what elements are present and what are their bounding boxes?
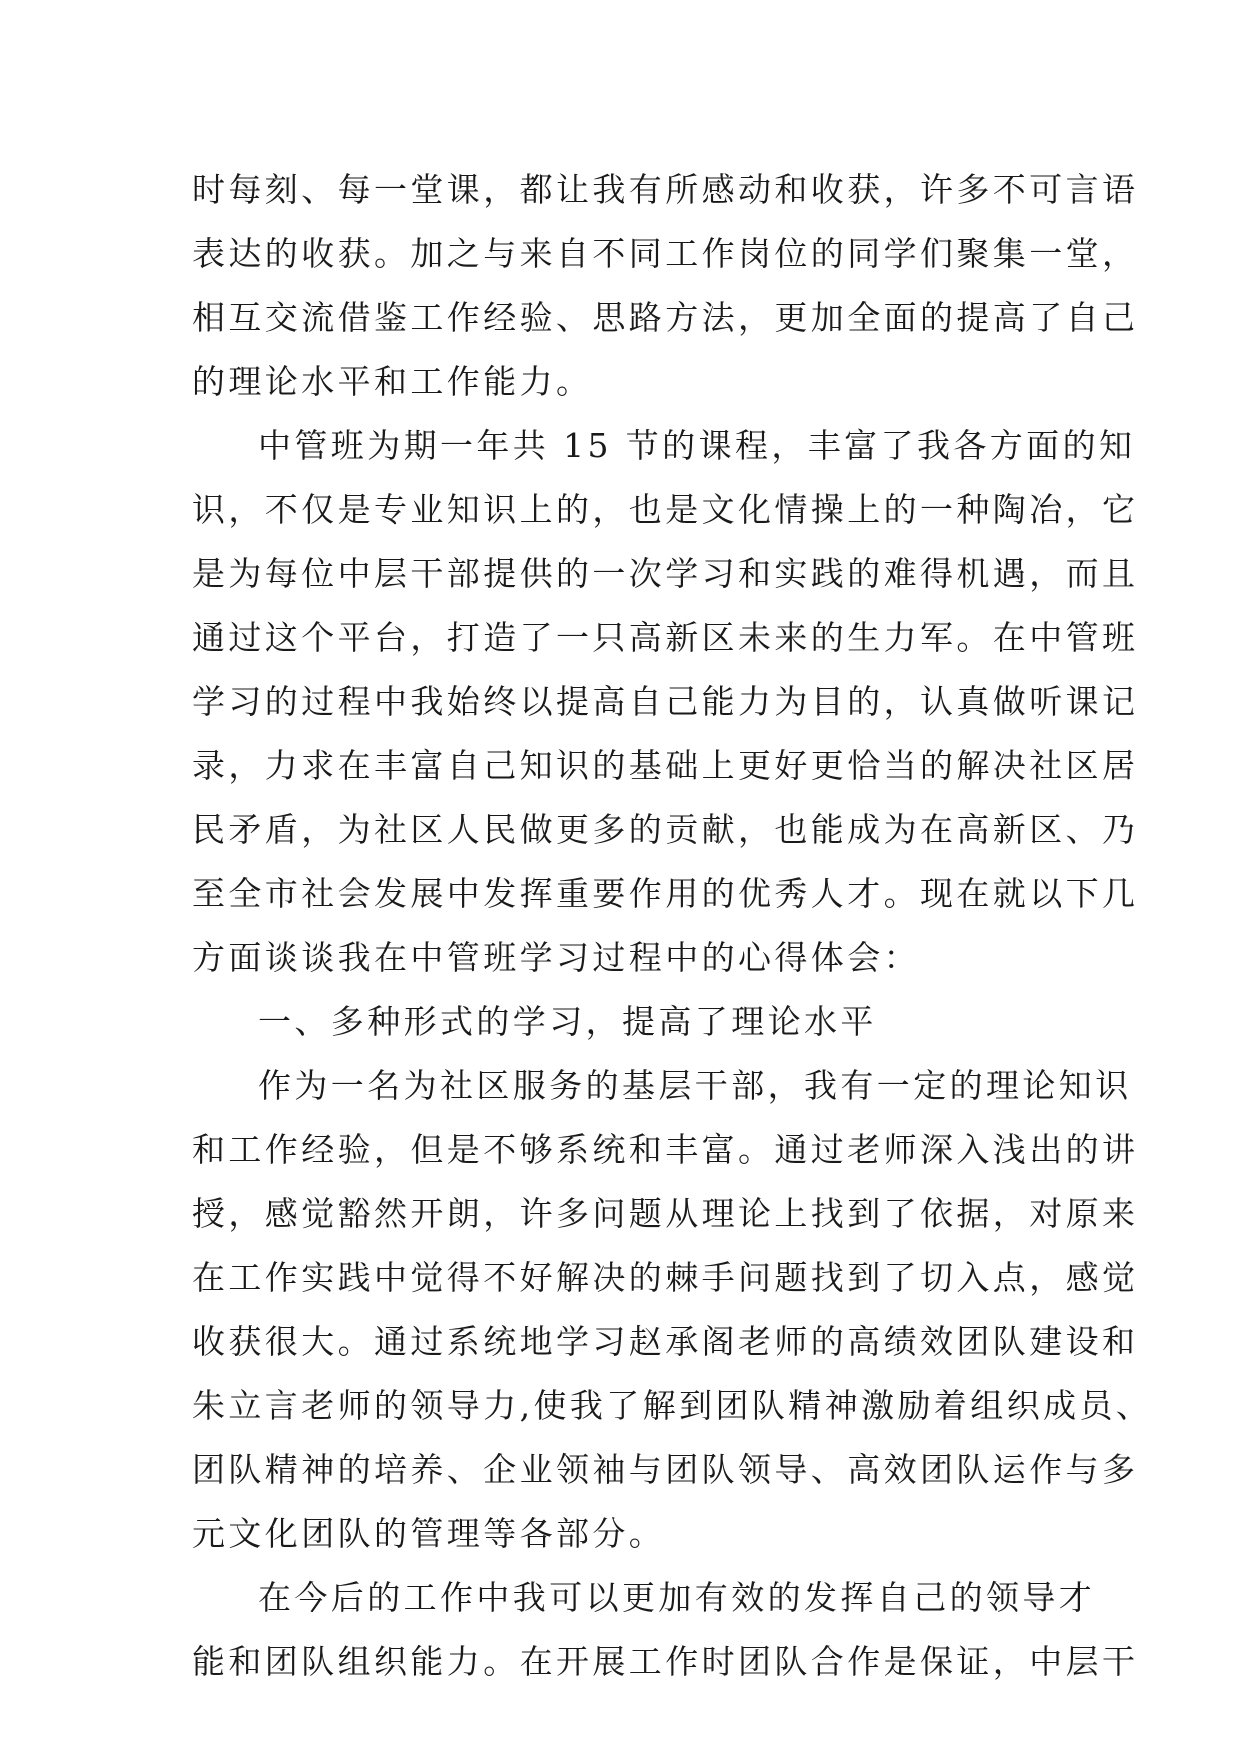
paragraph-line: 识，不仅是专业知识上的，也是文化情操上的一种陶冶，它	[192, 490, 1139, 529]
paragraph-line: 在工作实践中觉得不好解决的棘手问题找到了切入点，感觉	[192, 1258, 1139, 1297]
paragraph-line: 在今后的工作中我可以更加有效的发挥自己的领导才	[258, 1578, 1096, 1617]
paragraph-line: 时每刻、每一堂课，都让我有所感动和收获，许多不可言语	[192, 170, 1139, 209]
section-heading: 一、多种形式的学习，提高了理论水平	[258, 1002, 877, 1041]
paragraph-line: 是为每位中层干部提供的一次学习和实践的难得机遇，而且	[192, 554, 1139, 593]
paragraph-line: 的理论水平和工作能力。	[192, 362, 593, 401]
paragraph-line: 授，感觉豁然开朗，许多问题从理论上找到了依据，对原来	[192, 1194, 1139, 1233]
paragraph-line: 相互交流借鉴工作经验、思路方法，更加全面的提高了自己	[192, 298, 1139, 337]
paragraph-line: 至全市社会发展中发挥重要作用的优秀人才。现在就以下几	[192, 874, 1139, 913]
paragraph-line: 作为一名为社区服务的基层干部，我有一定的理论知识	[258, 1066, 1132, 1105]
paragraph-line: 民矛盾，为社区人民做更多的贡献，也能成为在高新区、乃	[192, 810, 1139, 849]
paragraph-line: 团队精神的培养、企业领袖与团队领导、高效团队运作与多	[192, 1450, 1139, 1489]
paragraph-line: 收获很大。通过系统地学习赵承阁老师的高绩效团队建设和	[192, 1322, 1139, 1361]
paragraph-line: 朱立言老师的领导力,使我了解到团队精神激励着组织成员、	[192, 1386, 1153, 1425]
paragraph-line: 能和团队组织能力。在开展工作时团队合作是保证，中层干	[192, 1642, 1139, 1681]
paragraph-line: 录，力求在丰富自己知识的基础上更好更恰当的解决社区居	[192, 746, 1139, 785]
paragraph-line: 通过这个平台，打造了一只高新区未来的生力军。在中管班	[192, 618, 1139, 657]
paragraph-line: 中管班为期一年共 15 节的课程，丰富了我各方面的知	[258, 426, 1136, 465]
paragraph-line: 学习的过程中我始终以提高自己能力为目的，认真做听课记	[192, 682, 1139, 721]
paragraph-line: 和工作经验，但是不够系统和丰富。通过老师深入浅出的讲	[192, 1130, 1139, 1169]
document-body	[192, 158, 1153, 1694]
paragraph-line: 方面谈谈我在中管班学习过程中的心得体会：	[192, 938, 920, 977]
paragraph-line: 元文化团队的管理等各部分。	[192, 1514, 666, 1553]
paragraph-line: 表达的收获。加之与来自不同工作岗位的同学们聚集一堂，	[192, 234, 1139, 273]
